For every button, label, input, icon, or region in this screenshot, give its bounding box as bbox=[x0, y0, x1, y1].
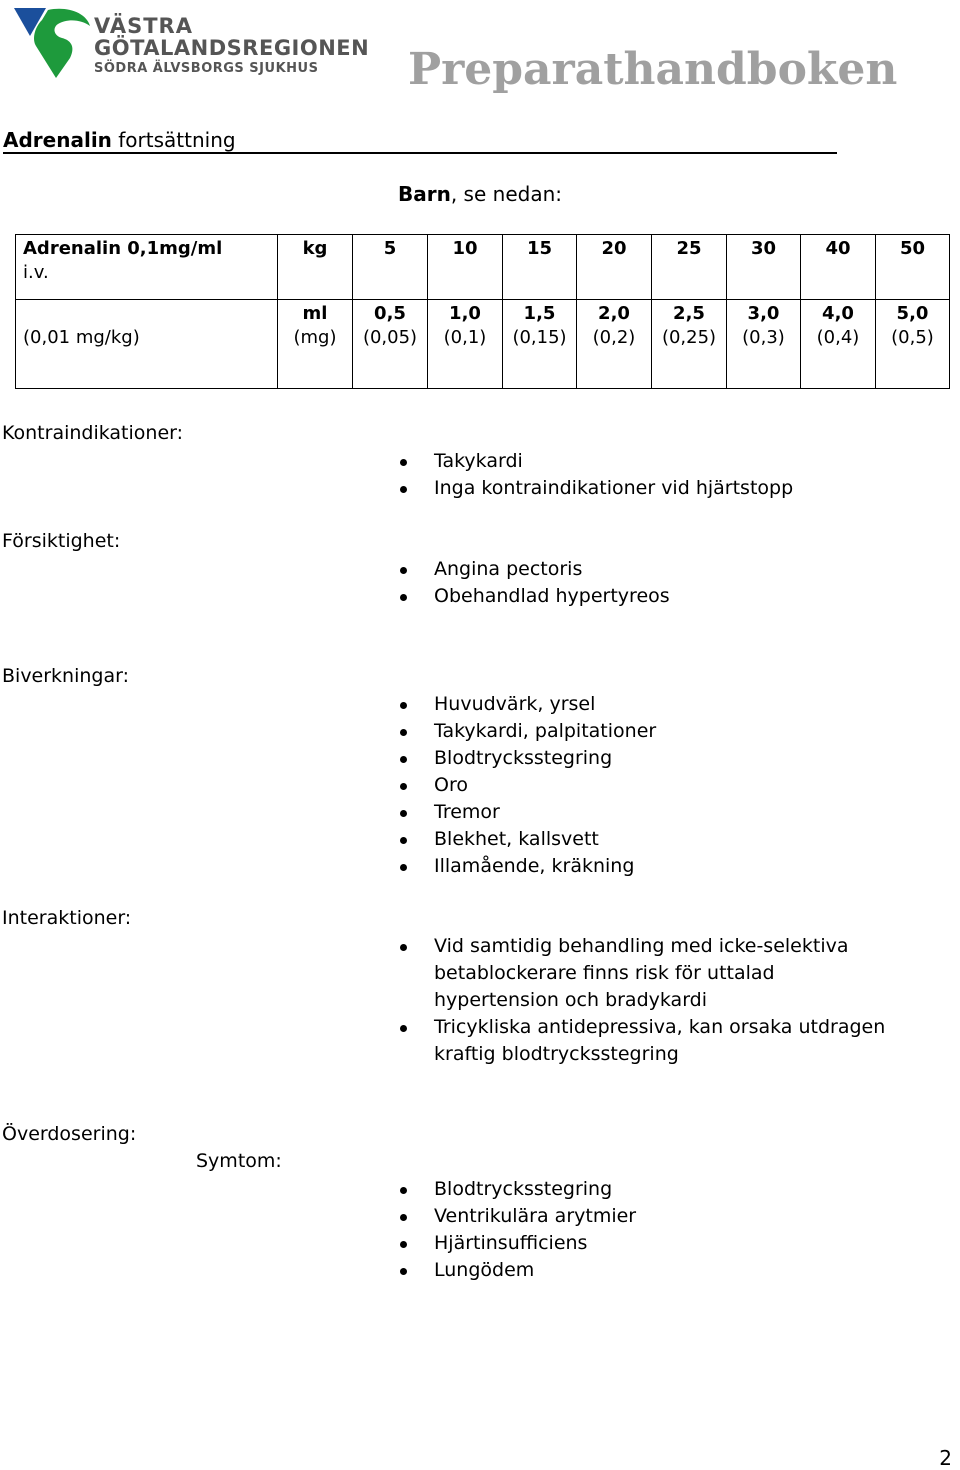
mg-value: (0,25) bbox=[661, 327, 717, 348]
ml-value: 1,5 bbox=[523, 303, 556, 324]
side-effects-label: Biverkningar: bbox=[2, 665, 130, 687]
ml-value: 2,5 bbox=[673, 303, 705, 324]
list-item: Huvudvärk, yrsel bbox=[398, 691, 938, 718]
dose-cell bbox=[428, 300, 503, 389]
caution-list bbox=[398, 556, 938, 610]
table-row-dose bbox=[16, 300, 950, 389]
ml-header-cell bbox=[278, 300, 353, 389]
list-item: Illamående, kräkning bbox=[398, 853, 938, 880]
dose-cell bbox=[353, 300, 428, 389]
drug-heading-suffix: fortsättning bbox=[118, 128, 236, 152]
drug-label-line1: Adrenalin 0,1mg/ml bbox=[23, 238, 223, 259]
list-item: Oro bbox=[398, 772, 938, 799]
kg-cell: 40 bbox=[801, 235, 876, 300]
kg-cell: 20 bbox=[577, 235, 652, 300]
dose-cell bbox=[503, 300, 577, 389]
drug-label-cell bbox=[16, 235, 278, 300]
dose-cell bbox=[876, 300, 950, 389]
kg-cell: 10 bbox=[428, 235, 503, 300]
ml-value: 0,5 bbox=[374, 303, 406, 324]
drug-name: Adrenalin bbox=[3, 128, 112, 152]
kg-cell: 25 bbox=[652, 235, 727, 300]
mg-header: (mg) bbox=[293, 327, 337, 348]
ml-value: 4,0 bbox=[822, 303, 854, 324]
list-item: Blodtrycksstegring bbox=[398, 745, 938, 772]
region-logo bbox=[12, 6, 370, 86]
table-row-kg bbox=[16, 235, 950, 300]
logo-text-line2: GÖTALANDSREGIONEN bbox=[94, 36, 370, 60]
ml-value: 3,0 bbox=[747, 303, 780, 324]
list-item: Angina pectoris bbox=[398, 556, 938, 583]
drug-label-line2: i.v. bbox=[23, 262, 49, 283]
logo-text-line1: VÄSTRA bbox=[94, 14, 193, 38]
dose-label-cell: (0,01 mg/kg) bbox=[16, 300, 278, 389]
mg-value: (0,05) bbox=[362, 327, 418, 348]
dose-cell bbox=[801, 300, 876, 389]
children-heading-rest: , se nedan: bbox=[450, 182, 562, 206]
ml-header: ml bbox=[302, 303, 328, 324]
list-item: Tremor bbox=[398, 799, 938, 826]
side-effects-list bbox=[398, 691, 938, 880]
caution-label: Försiktighet: bbox=[2, 530, 121, 552]
mg-value: (0,3) bbox=[742, 327, 785, 348]
kg-cell: 30 bbox=[727, 235, 801, 300]
interactions-label: Interaktioner: bbox=[2, 907, 132, 929]
mg-value: (0,2) bbox=[592, 327, 636, 348]
logo-text-line3: SÖDRA ÄLVSBORGS SJUKHUS bbox=[94, 61, 319, 76]
page-number: 2 bbox=[939, 1446, 952, 1470]
overdose-symptoms-list bbox=[398, 1176, 938, 1284]
ml-value: 2,0 bbox=[598, 303, 630, 324]
mg-value: (0,15) bbox=[512, 327, 567, 348]
logo-mark-icon bbox=[12, 6, 92, 82]
list-item: Inga kontraindikationer vid hjärtstopp bbox=[398, 475, 938, 502]
contraindications-label: Kontraindikationer: bbox=[2, 422, 184, 444]
drug-heading bbox=[3, 128, 837, 154]
list-item: Lungödem bbox=[398, 1257, 938, 1284]
list-item: Vid samtidig behandling med icke-selektiva betablockerare finns risk för uttalad hypertension och bradykardi bbox=[398, 933, 898, 1014]
dose-cell bbox=[727, 300, 801, 389]
kg-cell: 5 bbox=[353, 235, 428, 300]
mg-value: (0,4) bbox=[816, 327, 860, 348]
kg-cell: 50 bbox=[876, 235, 950, 300]
kg-cell: 15 bbox=[503, 235, 577, 300]
dosage-table bbox=[15, 234, 950, 389]
children-heading-bold: Barn bbox=[398, 182, 451, 206]
dose-cell bbox=[652, 300, 727, 389]
children-heading bbox=[398, 182, 562, 206]
list-item: Takykardi bbox=[398, 448, 938, 475]
document-title: Preparathandboken bbox=[408, 44, 898, 95]
dose-cell bbox=[577, 300, 652, 389]
ml-value: 5,0 bbox=[896, 303, 929, 324]
ml-value: 1,0 bbox=[449, 303, 481, 324]
list-item: Obehandlad hypertyreos bbox=[398, 583, 938, 610]
list-item: Blekhet, kallsvett bbox=[398, 826, 938, 853]
list-item: Ventrikulära arytmier bbox=[398, 1203, 938, 1230]
interactions-list bbox=[398, 933, 898, 1068]
list-item: Hjärtinsufficiens bbox=[398, 1230, 938, 1257]
overdose-label: Överdosering: bbox=[2, 1123, 137, 1145]
mg-value: (0,5) bbox=[891, 327, 934, 348]
list-item: Takykardi, palpitationer bbox=[398, 718, 938, 745]
symptoms-label: Symtom: bbox=[196, 1150, 282, 1172]
kg-header-cell: kg bbox=[278, 235, 353, 300]
mg-value: (0,1) bbox=[443, 327, 487, 348]
list-item: Blodtrycksstegring bbox=[398, 1176, 938, 1203]
contraindications-list bbox=[398, 448, 938, 502]
list-item: Tricykliska antidepressiva, kan orsaka utdragen kraftig blodtrycksstegring bbox=[398, 1014, 898, 1068]
